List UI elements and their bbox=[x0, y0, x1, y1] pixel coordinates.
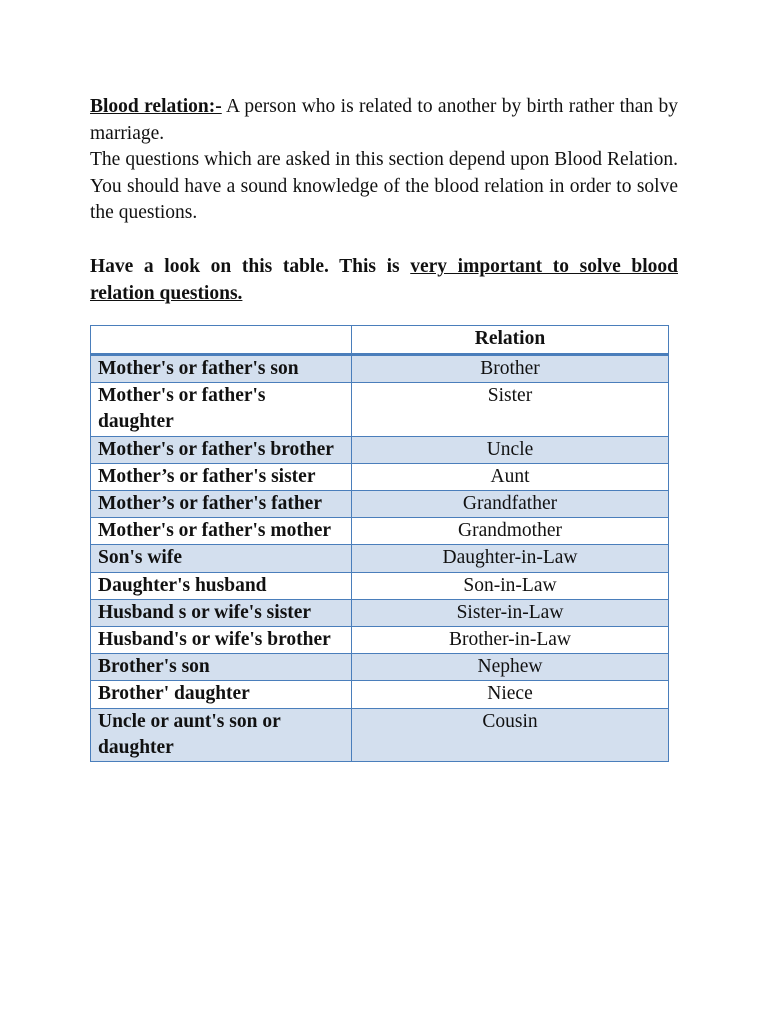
relation-description: Mother’s or father's sister bbox=[91, 463, 352, 490]
table-row bbox=[91, 436, 669, 463]
header-relation: Relation bbox=[352, 326, 669, 355]
table-row bbox=[91, 708, 669, 761]
note-underlined: very important to solve blood relation questions. bbox=[90, 255, 678, 304]
relation-description: Daughter's husband bbox=[91, 572, 352, 599]
relation-name: Brother-in-Law bbox=[352, 627, 669, 654]
relation-name: Sister bbox=[352, 383, 669, 436]
relation-description: Husband s or wife's sister bbox=[91, 599, 352, 626]
relation-name: Nephew bbox=[352, 654, 669, 681]
relation-description: Uncle or aunt's son or daughter bbox=[91, 708, 352, 761]
table-row bbox=[91, 627, 669, 654]
relation-name: Brother bbox=[352, 355, 669, 383]
relation-table bbox=[90, 325, 669, 762]
table-header-row bbox=[91, 326, 669, 355]
note-paragraph bbox=[90, 254, 678, 307]
intro-paragraph bbox=[90, 94, 678, 227]
table-row bbox=[91, 491, 669, 518]
relation-description: Brother's son bbox=[91, 654, 352, 681]
definition-text: A person who is related to another by birth rather than by marriage. bbox=[90, 96, 679, 144]
relation-name: Cousin bbox=[352, 708, 669, 761]
relation-description: Son's wife bbox=[91, 545, 352, 572]
relation-name: Son-in-Law bbox=[352, 572, 669, 599]
table-row bbox=[91, 681, 669, 708]
relation-name: Grandmother bbox=[352, 518, 669, 545]
document-body bbox=[90, 94, 678, 327]
relation-description: Mother's or father's brother bbox=[91, 436, 352, 463]
relation-name: Niece bbox=[352, 681, 669, 708]
relation-name: Uncle bbox=[352, 436, 669, 463]
relation-name: Grandfather bbox=[352, 491, 669, 518]
table-row bbox=[91, 654, 669, 681]
table-row bbox=[91, 518, 669, 545]
relation-name: Daughter-in-Law bbox=[352, 545, 669, 572]
table-row bbox=[91, 545, 669, 572]
table-row bbox=[91, 572, 669, 599]
relation-description: Mother's or father's daughter bbox=[91, 383, 352, 436]
relation-name: Sister-in-Law bbox=[352, 599, 669, 626]
relation-description: Mother's or father's son bbox=[91, 355, 352, 383]
intro-text-2: The questions which are asked in this section depend upon Blood Relation. You should have a sound knowledge of the blood relation in order to solve the questions. bbox=[90, 149, 678, 224]
table-row bbox=[91, 463, 669, 490]
relation-name: Aunt bbox=[352, 463, 669, 490]
table-row bbox=[91, 599, 669, 626]
note-text: Have a look on this table. This is bbox=[90, 255, 411, 277]
relation-description: Brother' daughter bbox=[91, 681, 352, 708]
relation-description: Mother's or father's mother bbox=[91, 518, 352, 545]
blood-relation-label: Blood relation:- bbox=[90, 96, 222, 117]
relation-description: Husband's or wife's brother bbox=[91, 627, 352, 654]
table-row bbox=[91, 355, 669, 383]
header-left-cell bbox=[91, 326, 352, 355]
relation-description: Mother’s or father's father bbox=[91, 491, 352, 518]
table-row bbox=[91, 383, 669, 436]
